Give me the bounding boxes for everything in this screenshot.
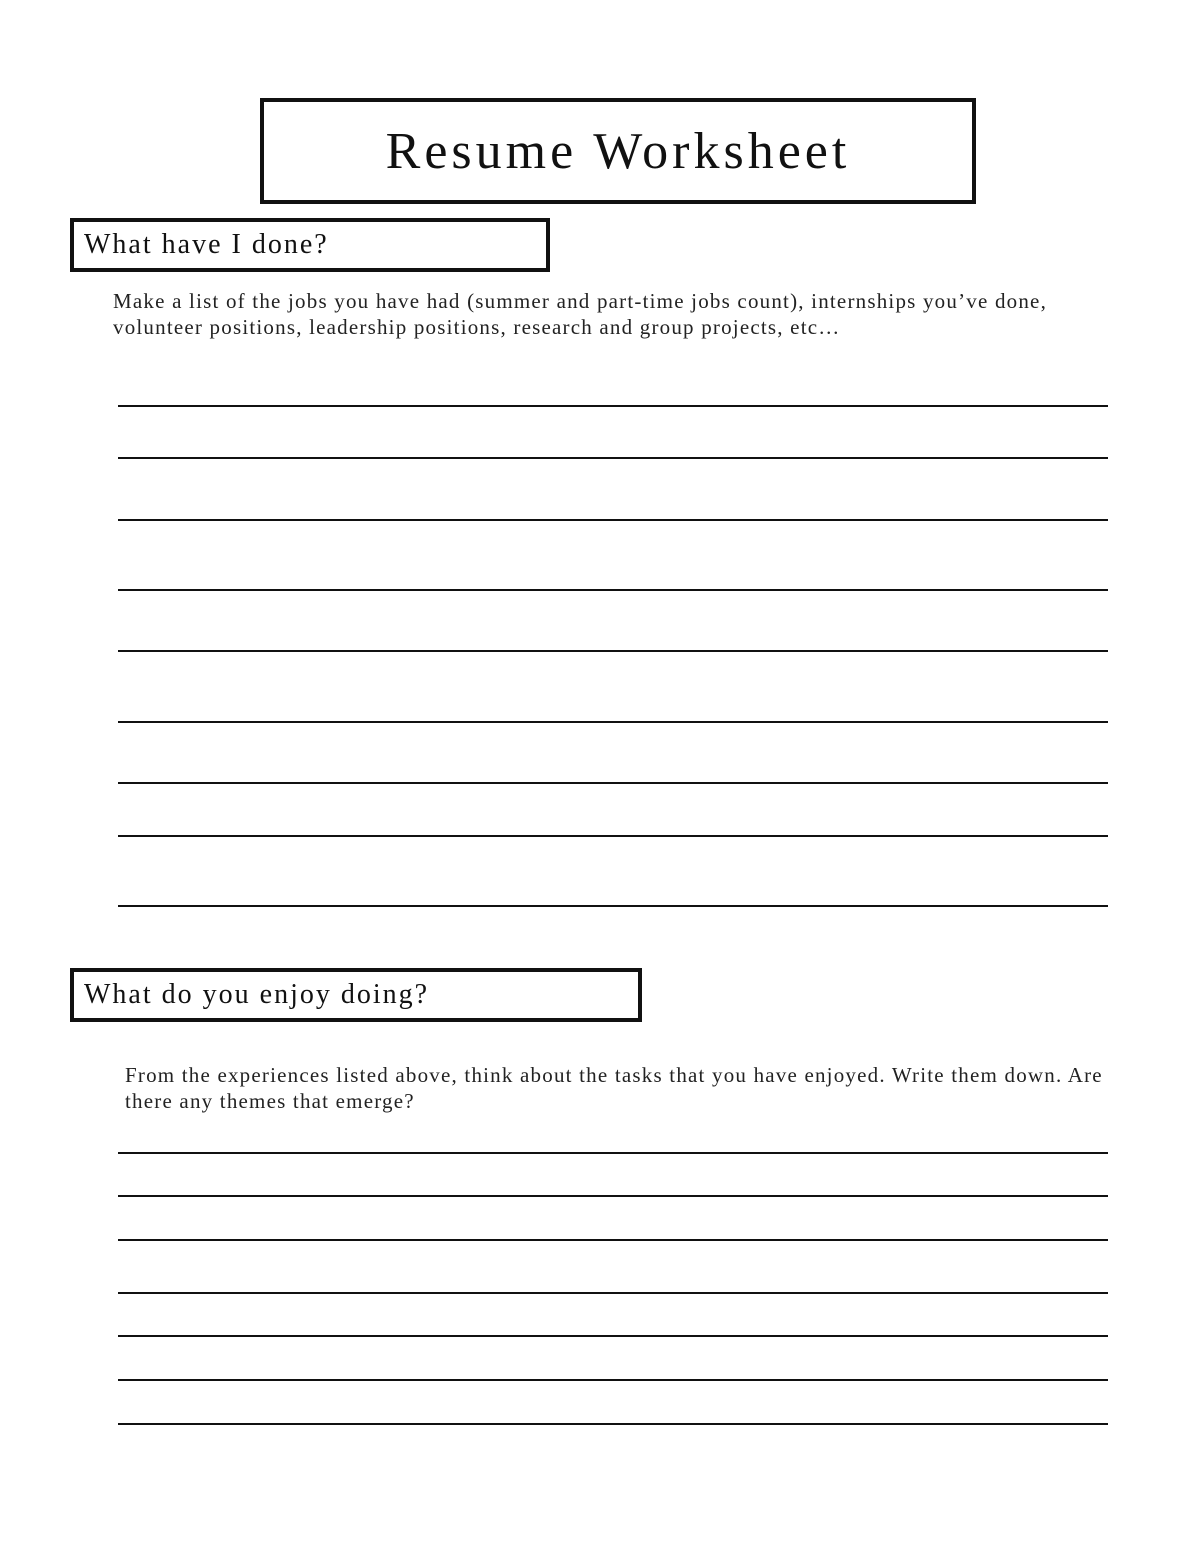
answer-line[interactable] (118, 1152, 1108, 1154)
answer-line[interactable] (118, 1335, 1108, 1337)
section-heading-box-enjoy (70, 968, 642, 1022)
answer-line[interactable] (118, 1195, 1108, 1197)
page-title: Resume Worksheet (385, 122, 851, 180)
answer-line[interactable] (118, 1292, 1108, 1294)
title-box (260, 98, 976, 204)
section-heading-enjoy: What do you enjoy doing? (84, 979, 430, 1010)
answer-line[interactable] (118, 905, 1108, 907)
instructions-enjoy: From the experiences listed above, think about the tasks that you have enjoyed. Write them down. Are there any themes that emerge? (125, 1063, 1103, 1113)
answer-line[interactable] (118, 519, 1108, 521)
answer-line[interactable] (118, 650, 1108, 652)
answer-line[interactable] (118, 1239, 1108, 1241)
instructions-done: Make a list of the jobs you have had (summer and part-time jobs count), internships you’ve done, volunteer positions, leadership positions, research and group projects, etc… (113, 289, 1048, 339)
answer-line[interactable] (118, 457, 1108, 459)
answer-line[interactable] (118, 782, 1108, 784)
answer-line[interactable] (118, 589, 1108, 591)
answer-line[interactable] (118, 835, 1108, 837)
answer-line[interactable] (118, 1379, 1108, 1381)
answer-line[interactable] (118, 405, 1108, 407)
section-heading-done: What have I done? (84, 229, 329, 260)
answer-line[interactable] (118, 721, 1108, 723)
answer-line[interactable] (118, 1423, 1108, 1425)
section-heading-box-done (70, 218, 550, 272)
